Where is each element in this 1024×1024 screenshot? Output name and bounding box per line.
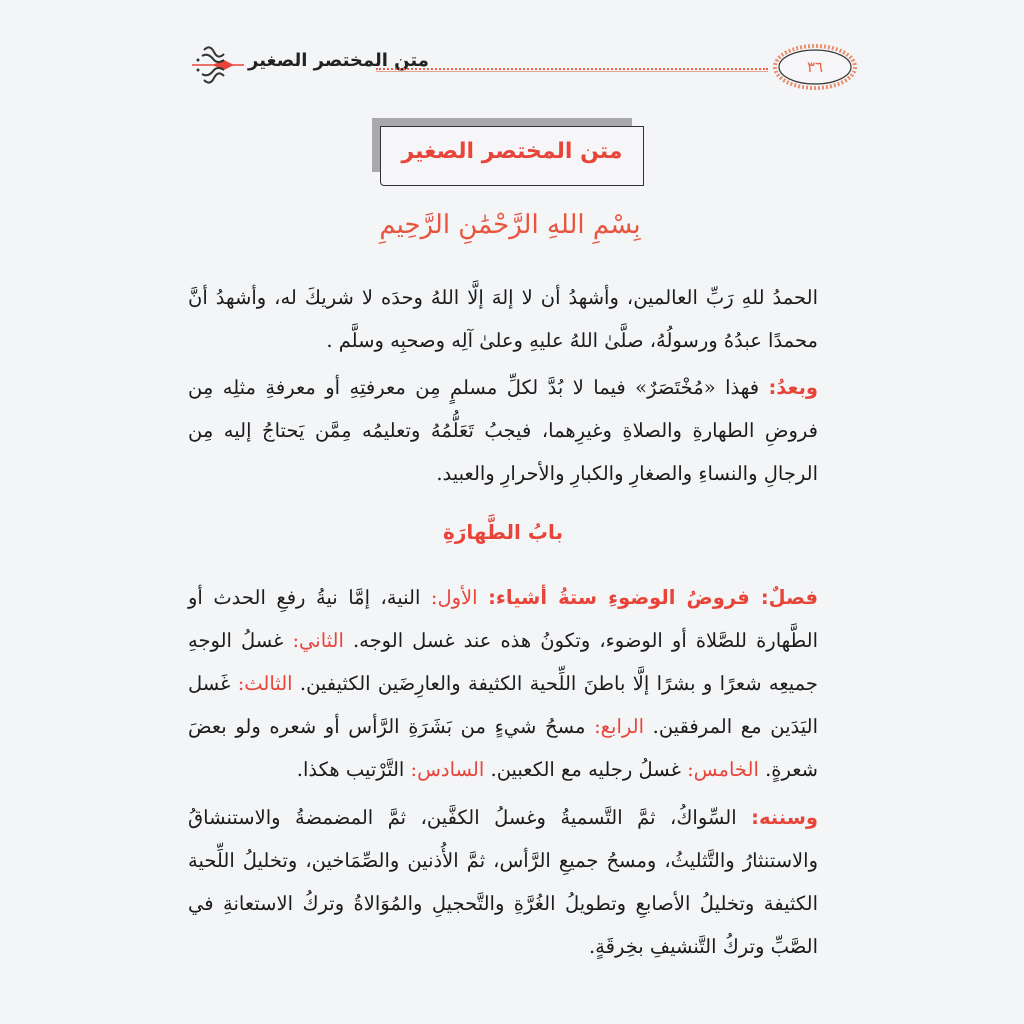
fard-lead: فصلٌ: فروضُ الوضوءِ ستةُ أشياء:: [488, 586, 819, 609]
section-heading: بابُ الطَّهارَةِ: [443, 520, 563, 544]
fard-item-text: غسلُ الوجهِ جميعِه شعرًا و بشرًا إلَّا باطنَ اللِّحية الكثيفة والعارِضَين الكثيفين.: [188, 629, 818, 695]
page-number: ٣٦: [806, 58, 824, 76]
fard-paragraph: [188, 576, 818, 791]
fard-item-label: الخامس:: [687, 758, 759, 781]
preface-paragraph: [188, 366, 818, 495]
ornament-icon: [190, 42, 246, 88]
fard-item-label: الرابع:: [594, 715, 644, 738]
intro-text: الحمدُ للهِ رَبِّ العالمين، وأشهدُ أن لا إلهَ إلَّا اللهُ وحدَه لا شريكَ له، وأشهدُ أنَّ محمدًا عبدُهُ ورسولُهُ، صلَّىٰ اللهُ عليهِ وعلىٰ آلِه وصحبِه وسلَّم .: [188, 286, 818, 352]
title-box: [380, 126, 644, 186]
header-rule: [376, 68, 768, 70]
book-title: متن المختصر الصغير: [401, 139, 623, 164]
fard-item-text: مسحُ شيءٍ من بَشَرَةِ الرَّأس أو شعره ولو بعضَ شعرةٍ.: [188, 715, 818, 781]
sunan-paragraph: [188, 796, 818, 968]
fard-item-text: النية، إمَّا نيةُ رفعِ الحدث أو الطَّهارة للصَّلاة أو الوضوء، وتكونُ هذه عند غسل الوجه.: [188, 586, 818, 652]
fard-item-label: الثالث:: [237, 672, 293, 695]
fard-item-label: الثاني:: [292, 629, 344, 652]
sunan-text: السِّواكُ، ثمَّ التَّسميةُ وغسلُ الكفَّين، ثمَّ المضمضةُ والاستنشاقُ والاستنثارُ والتَّثليثُ، ومسحُ جميعِ الرَّأس، ثمَّ الأُذنين والصِّمَاخين، وتخليلُ اللِّحية الكثيفة وتخليلُ الأصابعِ وتطويلُ الغُرَّةِ والتَّحجيلِ والمُوَالاةُ وتركُ الاستعانةِ في الصَّبِّ وتركُ التَّنشيفِ بخِرقَةٍ.: [188, 806, 818, 958]
basmala: بِسْمِ اللهِ الرَّحْمَٰنِ الرَّحِيمِ: [379, 210, 641, 240]
header-rule-thin: [376, 71, 768, 72]
fard-item-text: غَسل اليَدَين مع المرفقين.: [188, 672, 818, 738]
fard-item-text: غسلُ رجليه مع الكعبين.: [490, 758, 681, 781]
sunan-lead: وسننه:: [751, 806, 818, 829]
preface-text: فهذا «مُخْتَصَرٌ» فيما لا بُدَّ لكلِّ مسلمٍ مِن معرفتِهِ أو معرفةِ مثلِه مِن فروضِ الطهارةِ والصلاةِ وغيرِهما، فيجبُ تَعَلُّمُهُ وتعليمُه مِمَّن يَحتاجُ إليه مِن الرجالِ والنساءِ والصغارِ والكبارِ والأحرارِ والعبيد.: [188, 376, 818, 485]
running-title: متن المختصر الصغير: [248, 50, 429, 71]
fard-item-text: التَّرْتيب هكذا.: [296, 758, 405, 781]
fard-item-label: السادس:: [410, 758, 485, 781]
preface-lead: وبعدُ:: [768, 376, 819, 399]
fard-item-label: الأول:: [430, 586, 478, 609]
running-header: [190, 38, 860, 94]
intro-paragraph: [188, 276, 818, 362]
